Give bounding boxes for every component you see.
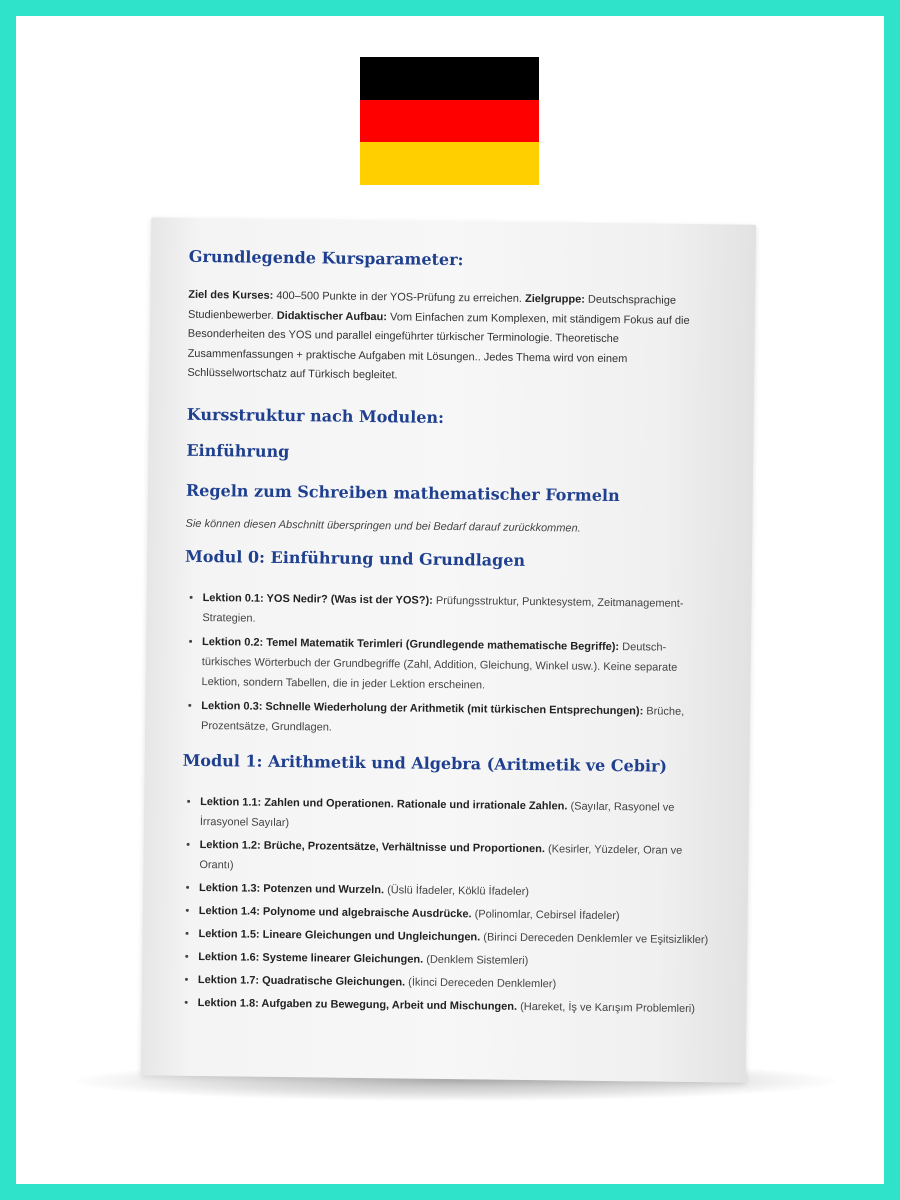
document-page [141, 217, 756, 1082]
lesson-title: Lektion 1.2: Brüche, Prozentsätze, Verhältnisse und Proportionen. [199, 838, 546, 855]
heading-module-0: Modul 0: Einführung und Grundlagen [185, 546, 526, 570]
intro-paragraph [187, 286, 718, 390]
lesson-title: Lektion 1.3: Potenzen und Wurzeln. [199, 881, 385, 896]
list-item [202, 587, 714, 633]
module-1-list [180, 791, 713, 1018]
didactic-text: Vom Einfachen zum Komplexen, mit ständigem Fokus auf die Besonderheiten des YOS und parallel eingeführter türkischer Terminologie. Theoretische Zusammenfassungen + praktische Aufgaben mit Lösungen.. Jedes Thema wird von einem Schlüsselwortschatz auf Türkisch begleitet. [187, 310, 690, 382]
lesson-title: Lektion 1.1: Zahlen und Operationen. Rationale und irrationale Zahlen. [200, 795, 568, 812]
lesson-desc: Prüfungsstruktur, Punktesystem, Zeitmanagement-Strategien. [202, 594, 684, 625]
germany-flag-icon [360, 57, 539, 185]
list-item [198, 923, 710, 949]
lesson-title: Lektion 1.5: Lineare Gleichungen und Ungleichungen. [198, 927, 481, 943]
lesson-title: Lektion 1.6: Systeme linearer Gleichungen. [198, 950, 424, 966]
list-item [199, 900, 711, 926]
lesson-desc: (Hareket, İş ve Karışım Problemleri) [517, 1000, 696, 1015]
list-item [199, 877, 711, 903]
flag-band-black [360, 57, 539, 100]
list-item [198, 946, 710, 972]
module-0-list [183, 587, 715, 741]
lesson-desc: (Üslü İfadeler, Köklü İfadeler) [383, 883, 530, 898]
lesson-desc: (Polinomlar, Cebirsel İfadeler) [471, 907, 620, 922]
target-group-label: Zielgruppe: [524, 292, 585, 306]
list-item [198, 969, 710, 995]
lesson-title: Lektion 1.8: Aufgaben zu Bewegung, Arbeit und Mischungen. [197, 996, 518, 1013]
lesson-title: Lektion 1.7: Quadratische Gleichungen. [197, 973, 406, 988]
heading-introduction: Einführung [186, 440, 290, 461]
lesson-desc: (Birinci Dereceden Denklemler ve Eşitsizlikler) [480, 930, 709, 946]
skip-note: Sie können diesen Abschnitt überspringen und bei Bedarf darauf zurückkommen. [185, 517, 581, 535]
lesson-desc: (Sayılar, Rasyonel ve İrrasyonel Sayılar) [199, 799, 675, 829]
list-item [199, 834, 711, 880]
list-item [201, 695, 713, 741]
lesson-title: Lektion 0.2: Temel Matematik Terimleri (Grundlegende mathematische Begriffe): [202, 635, 620, 653]
list-item [201, 631, 714, 697]
white-frame [16, 16, 884, 1184]
lesson-desc: (Kesirler, Yüzdeler, Oran ve Orantı) [199, 842, 683, 871]
lesson-desc: (İkinci Dereceden Denklemler) [405, 975, 557, 990]
flag-band-gold [360, 142, 539, 185]
heading-course-parameters: Grundlegende Kursparameter: [188, 246, 464, 270]
list-item [200, 791, 712, 837]
lesson-desc: Deutsch-türkisches Wörterbuch der Grundbegriffe (Zahl, Addition, Gleichung, Winkel usw.). Keine separate Lektion, sondern Tabellen, die in jeder Lektion erscheinen. [201, 640, 678, 691]
goal-label: Ziel des Kurses: [188, 288, 274, 302]
heading-module-1: Modul 1: Arithmetik und Algebra (Aritmetik ve Cebir) [182, 750, 668, 776]
heading-formula-rules: Regeln zum Schreiben mathematischer Formeln [185, 480, 620, 505]
document-content [180, 246, 719, 1022]
lesson-title: Lektion 0.3: Schnelle Wiederholung der Arithmetik (mit türkischen Entsprechungen): [201, 699, 644, 717]
lesson-title: Lektion 0.1: YOS Nedir? (Was ist der YOS?): [202, 591, 433, 607]
heading-course-structure: Kursstruktur nach Modulen: [186, 404, 445, 427]
didactic-label: Didaktischer Aufbau: [276, 309, 388, 323]
list-item [198, 992, 710, 1018]
goal-text: 400–500 Punkte in der YOS-Prüfung zu erreichen. [273, 289, 526, 305]
lesson-title: Lektion 1.4: Polynome und algebraische Ausdrücke. [198, 904, 472, 920]
flag-band-red [360, 100, 539, 143]
target-group-text: Deutschsprachige Studienbewerber. [188, 293, 677, 322]
lesson-desc: Brüche, Prozentsätze, Grundlagen. [200, 704, 685, 734]
lesson-desc: (Denklem Sistemleri) [423, 953, 529, 967]
